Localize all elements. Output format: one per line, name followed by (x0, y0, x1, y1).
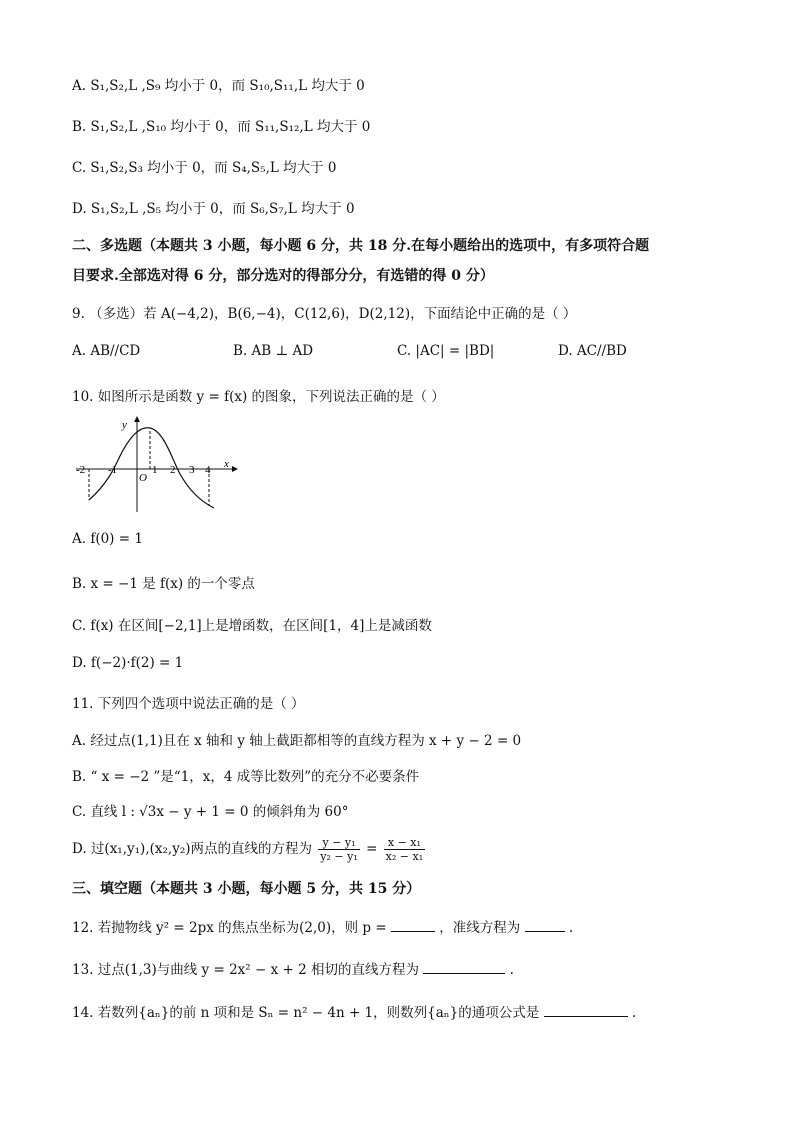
fraction-x-numerator: x − x₁ (384, 836, 425, 850)
q13-text-part1: 13. 过点(1,3)与曲线 y = 2x² − x + 2 相切的直线方程为 (72, 962, 419, 978)
q8-option-a: A. S₁,S₂,L ,S₉ 均小于 0，而 S₁₀,S₁₁,L 均大于 0 (72, 78, 365, 94)
q14-text-part1: 14. 若数列{aₙ}的前 n 项和是 Sₙ = n² − 4n + 1，则数列{aₙ}的通项公式是 (72, 1005, 540, 1021)
x-axis-label: x (224, 458, 229, 470)
fraction-equals: = (366, 841, 378, 857)
q9-stem: 9. （多选）若 A(−4,2)，B(6,−4)，C(12,6)，D(2,12)，下面结论中正确的是（ ） (72, 306, 577, 322)
q10-stem: 10. 如图所示是函数 y = f(x) 的图象，下列说法正确的是（ ） (72, 389, 445, 405)
q9-option-b: B. AB ⊥ AD (233, 343, 314, 359)
q12-text-part3: . (568, 920, 574, 936)
function-graph (72, 414, 242, 514)
tick-label-4: 4 (205, 464, 211, 476)
y-axis-arrow-icon (134, 416, 140, 422)
q8-option-b: B. S₁,S₂,L ,S₁₀ 均小于 0，而 S₁₁,S₁₂,L 均大于 0 (72, 119, 371, 135)
q12-text-part1: 12. 若抛物线 y² = 2px 的焦点坐标为(2,0)，则 p = (72, 920, 387, 936)
q14-line (72, 1001, 636, 1021)
q11-option-c: C. 直线 l : √3x − y + 1 = 0 的倾斜角为 60° (72, 804, 349, 820)
q11-option-a: A. 经过点(1,1)且在 x 轴和 y 轴上截距都相等的直线方程为 x + y − 2 = 0 (72, 733, 522, 749)
section3-heading: 三、填空题（本题共 3 小题，每小题 5 分，共 15 分） (72, 881, 421, 897)
q8-option-c: C. S₁,S₂,S₃ 均小于 0，而 S₄,S₅,L 均大于 0 (72, 160, 337, 176)
q13-blank-tangent-line[interactable] (423, 960, 505, 974)
q11-option-d-prefix: D. 过(x₁,y₁),(x₂,y₂)两点的直线的方程为 (72, 841, 312, 857)
q11-stem: 11. 下列四个选项中说法正确的是（ ） (72, 696, 305, 712)
y-axis-label: y (122, 419, 127, 431)
fraction-y-numerator: y − y₁ (318, 836, 359, 850)
tick-label-neg2: -2 (76, 464, 86, 476)
q14-blank-general-term[interactable] (544, 1003, 628, 1017)
q13-text-part2: . (509, 962, 514, 978)
q9-option-d: D. AC//BD (558, 343, 627, 359)
origin-label: O (139, 472, 147, 484)
tick-label-2: 2 (170, 464, 176, 476)
q8-option-d: D. S₁,S₂,L ,S₅ 均小于 0，而 S₆,S₇,L 均大于 0 (72, 201, 355, 217)
tick-label-neg1: -1 (108, 464, 118, 476)
q12-line (72, 916, 573, 936)
q9-option-a: A. AB//CD (72, 343, 141, 359)
section2-heading-line1: 二、多选题（本题共 3 小题，每小题 6 分，共 18 分.在每小题给出的选项中，有多项符合题 (72, 238, 650, 254)
q12-blank-p[interactable] (391, 918, 435, 932)
fraction-y-denominator: y₂ − y₁ (320, 850, 358, 863)
q10-option-c: C. f(x) 在区间[−2,1]上是增函数，在区间[1，4]上是减函数 (72, 618, 432, 634)
q10-option-d: D. f(−2)·f(2) = 1 (72, 655, 184, 671)
q10-option-b: B. x = −1 是 f(x) 的一个零点 (72, 576, 255, 592)
q13-line (72, 958, 514, 978)
x-axis-arrow-icon (232, 466, 238, 472)
q12-text-part2: ，准线方程为 (439, 920, 521, 936)
fraction-y (318, 836, 359, 863)
fraction-x-denominator: x₂ − x₁ (385, 850, 424, 863)
q14-text-part2: . (631, 1005, 637, 1021)
q11-option-b: B. “ x = −2 ”是“1，x，4 成等比数列”的充分不必要条件 (72, 769, 420, 785)
q10-option-a: A. f(0) = 1 (72, 531, 143, 547)
fraction-x (384, 836, 425, 863)
tick-label-1: 1 (152, 464, 158, 476)
q12-blank-directrix[interactable] (525, 918, 565, 932)
q9-option-c: C. |AC| = |BD| (397, 343, 495, 359)
section2-heading-line2: 目要求.全部选对得 6 分，部分选对的得部分分，有选错的得 0 分） (72, 268, 494, 284)
q11-option-d (72, 836, 427, 863)
tick-label-3: 3 (189, 464, 195, 476)
